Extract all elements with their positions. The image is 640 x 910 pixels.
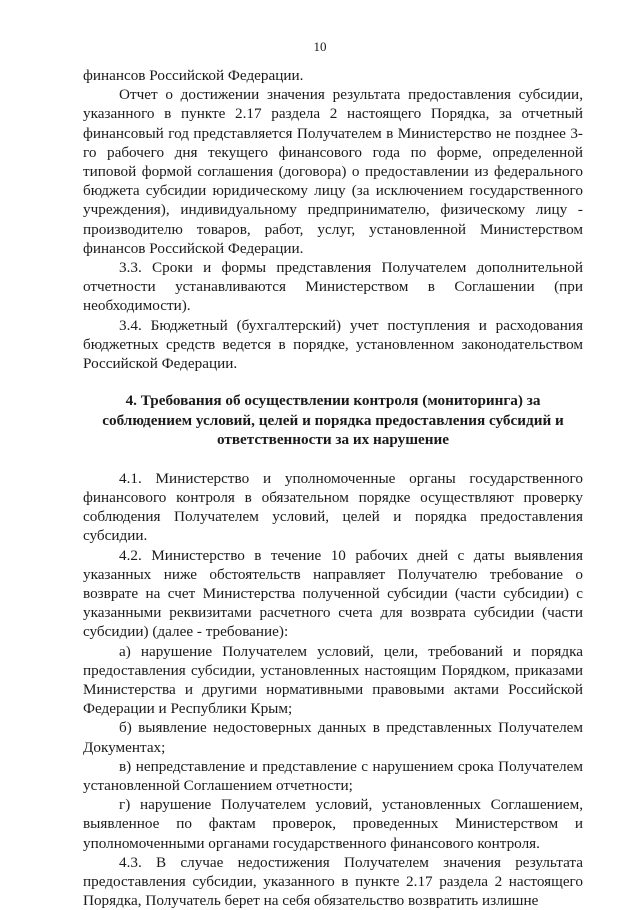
list-item-v: в) непредставление и представление с нарушением срока Получателем установленной Соглашением отчетности; [83, 757, 583, 794]
paragraph-4-1: 4.1. Министерство и уполномоченные органы государственного финансового контроля в обязательном порядке осуществляют проверку соблюдения Получателем условий, целей и порядка предоставления субсидии. [83, 469, 583, 545]
paragraph-3-3: 3.3. Сроки и формы представления Получателем дополнительной отчетности устанавливаются Министерством в Соглашении (при необходимости). [83, 259, 583, 315]
paragraph-4-3: 4.3. В случае недостижения Получателем значения результата предоставления субсидии, указанного в пункте 2.17 раздела 2 настоящего Порядка, Получатель берет на себя обязательство возвратить излишне [83, 853, 583, 910]
list-item-b: б) выявление недостоверных данных в представленных Получателем Документах; [83, 719, 583, 756]
paragraph-3-4: 3.4. Бюджетный (бухгалтерский) учет поступления и расходования бюджетных средств ведется в порядке, установленном законодательством Российской Федерации. [83, 316, 583, 373]
section-4-heading: 4. Требования об осуществлении контроля (мониторинга) за соблюдением условий, целей и порядка предоставления субсидий и ответственности за их нарушение [102, 392, 564, 449]
list-item-g: г) нарушение Получателем условий, установленных Соглашением, выявленное по фактам проверок, проведенных Министерством и уполномоченными органами государственного финансового контроля. [83, 796, 583, 852]
document-body [83, 66, 583, 910]
paragraph-continuation: финансов Российской Федерации. [83, 67, 304, 84]
paragraph-4-2: 4.2. Министерство в течение 10 рабочих дней с даты выявления указанных ниже обстоятельств направляет Получателю требование о возврате на счет Министерства полученной субсидии (части субсидии) с указанными реквизитами расчетного счета для возврата субсидии (части субсидии) (далее - требование): [83, 546, 583, 641]
page-number: 10 [313, 39, 327, 54]
list-item-a: а) нарушение Получателем условий, цели, требований и порядка предоставления субсидии, установленных настоящим Порядком, приказами Министерства и другими нормативными правовыми актами Российской Федерации и Республики Крым; [83, 642, 583, 718]
paragraph-report-deadline: Отчет о достижении значения результата предоставления субсидии, указанного в пункте 2.17 раздела 2 настоящего Порядка, за отчетный финансовый год представляется Получателем в Министерство не позднее 3-го рабочего дня текущего финансового года по форме, определенной типовой формой соглашения (договора) о предоставлении из федерального бюджета субсидии юридическому лицу (за исключением государственного учреждения), индивидуальному предпринимателю, физическому лицу - производителю товаров, работ, услуг, установленной Министерством финансов Российской Федерации. [83, 86, 583, 257]
